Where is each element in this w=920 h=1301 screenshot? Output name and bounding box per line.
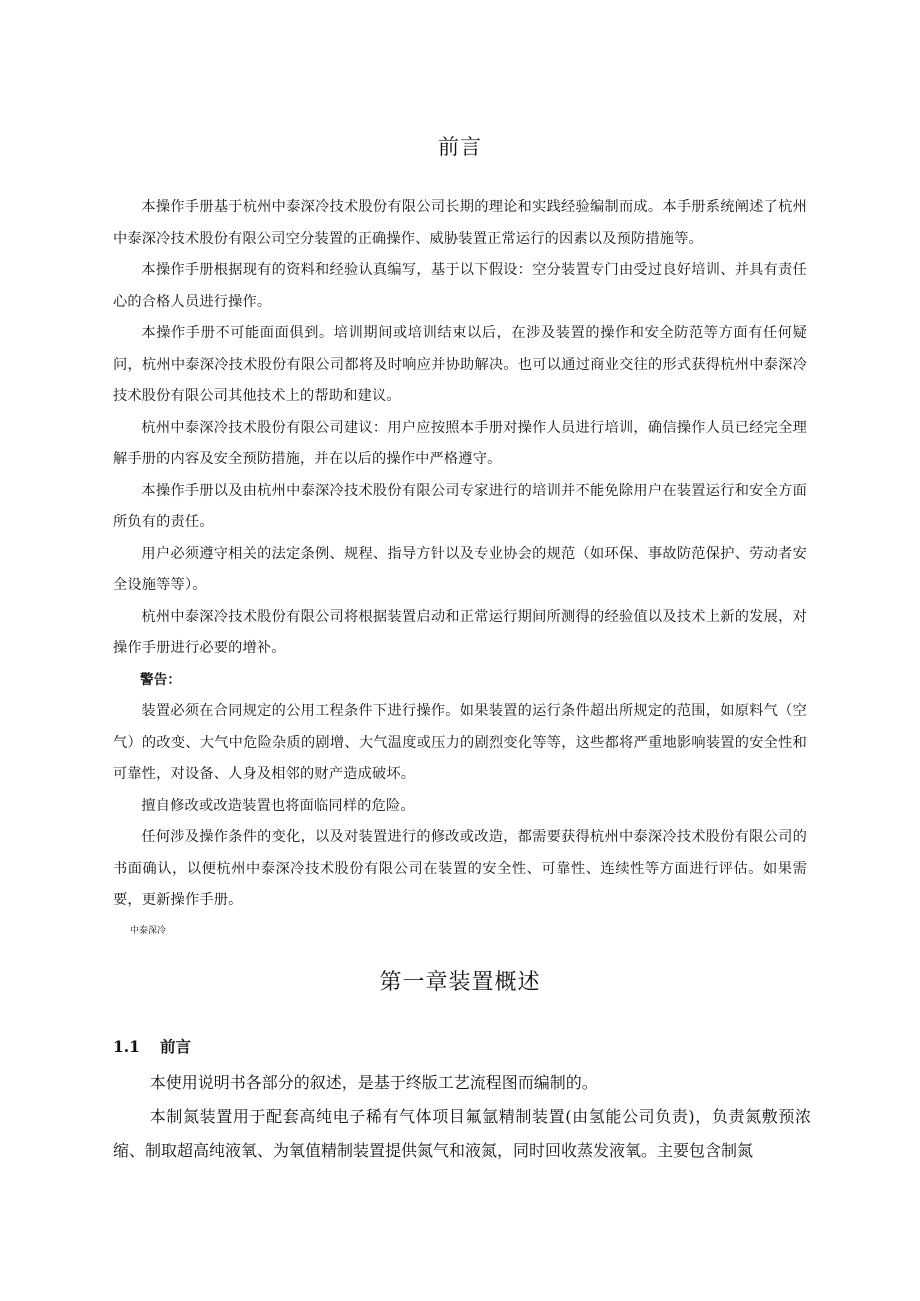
- preface-paragraph: 本操作手册根据现有的资料和经验认真编写，基于以下假设：空分装置专门由受过良好培训、并具有责任心的合格人员进行操作。: [113, 262, 807, 310]
- brand-label: 中泰深冷: [130, 926, 167, 936]
- section-heading: [113, 1035, 191, 1057]
- chapter-paragraph: 本制氮装置用于配套高纯电子稀有气体项目氟氩精制装置(由氢能公司负责)，负责氮敷预浓缩、制取超高纯液氧、为氧值精制装置提供氮气和液氮，同时回收蒸发液氧。主要包含制氮: [113, 1107, 811, 1160]
- preface-paragraph: 本操作手册不可能面面俱到。培训期间或培训结束以后，在涉及装置的操作和安全防范等方面有任何疑问，杭州中泰深冷技术股份有限公司都将及时响应并协助解决。也可以通过商业交往的形式获得杭州中泰深冷技术股份有限公司其他技术上的帮助和建议。: [113, 325, 807, 404]
- warning-paragraph: 任何涉及操作条件的变化，以及对装置进行的修改或改造，都需要获得杭州中泰深冷技术股份有限公司的书面确认，以便杭州中泰深冷技术股份有限公司在装置的安全性、可靠性、连续性等方面进行评估。如果需要，更新操作手册。: [113, 829, 807, 908]
- section-title: 前言: [160, 1037, 192, 1056]
- preface-body: [113, 192, 807, 917]
- preface-paragraph: 杭州中泰深冷技术股份有限公司将根据装置启动和正常运行期间所测得的经验值以及技术上新的发展，对操作手册进行必要的增补。: [113, 608, 807, 656]
- preface-paragraph: 本操作手册基于杭州中泰深冷技术股份有限公司长期的理论和实践经验编制而成。本手册系统阐述了杭州中泰深冷技术股份有限公司空分装置的正确操作、威胁装置正常运行的因素以及预防措施等。: [113, 199, 807, 247]
- chapter-body: [113, 1066, 811, 1168]
- warning-label: 警告：: [140, 671, 182, 688]
- preface-paragraph: 用户必须遵守相关的法定条例、规程、指导方针以及专业协会的规范（如环保、事故防范保护、劳动者安全设施等等）。: [113, 545, 807, 593]
- warning-paragraph: 擅自修改或改造装置也将面临同样的危险。: [141, 797, 415, 814]
- chapter-paragraph: 本使用说明书各部分的叙述，是基于终版工艺流程图而编制的。: [149, 1073, 598, 1092]
- preface-title: 前言: [438, 135, 482, 159]
- preface-paragraph: 杭州中泰深冷技术股份有限公司建议：用户应按照本手册对操作人员进行培训，确信操作人员已经完全理解手册的内容及安全预防措施，并在以后的操作中严格遵守。: [113, 419, 807, 467]
- preface-paragraph: 本操作手册以及由杭州中泰深冷技术股份有限公司专家进行的培训并不能免除用户在装置运行和安全方面所负有的责任。: [113, 482, 807, 530]
- section-number: 1.1: [113, 1037, 140, 1056]
- chapter-title: 第一章装置概述: [379, 970, 541, 995]
- warning-paragraph: 装置必须在合同规定的公用工程条件下进行操作。如果装置的运行条件超出所规定的范围，如原料气（空气）的改变、大气中危险杂质的剧增、大气温度或压力的剧烈变化等等，这些都将严重地影响装置的安全性和可靠性，对设备、人身及相邻的财产造成破坏。: [113, 703, 807, 782]
